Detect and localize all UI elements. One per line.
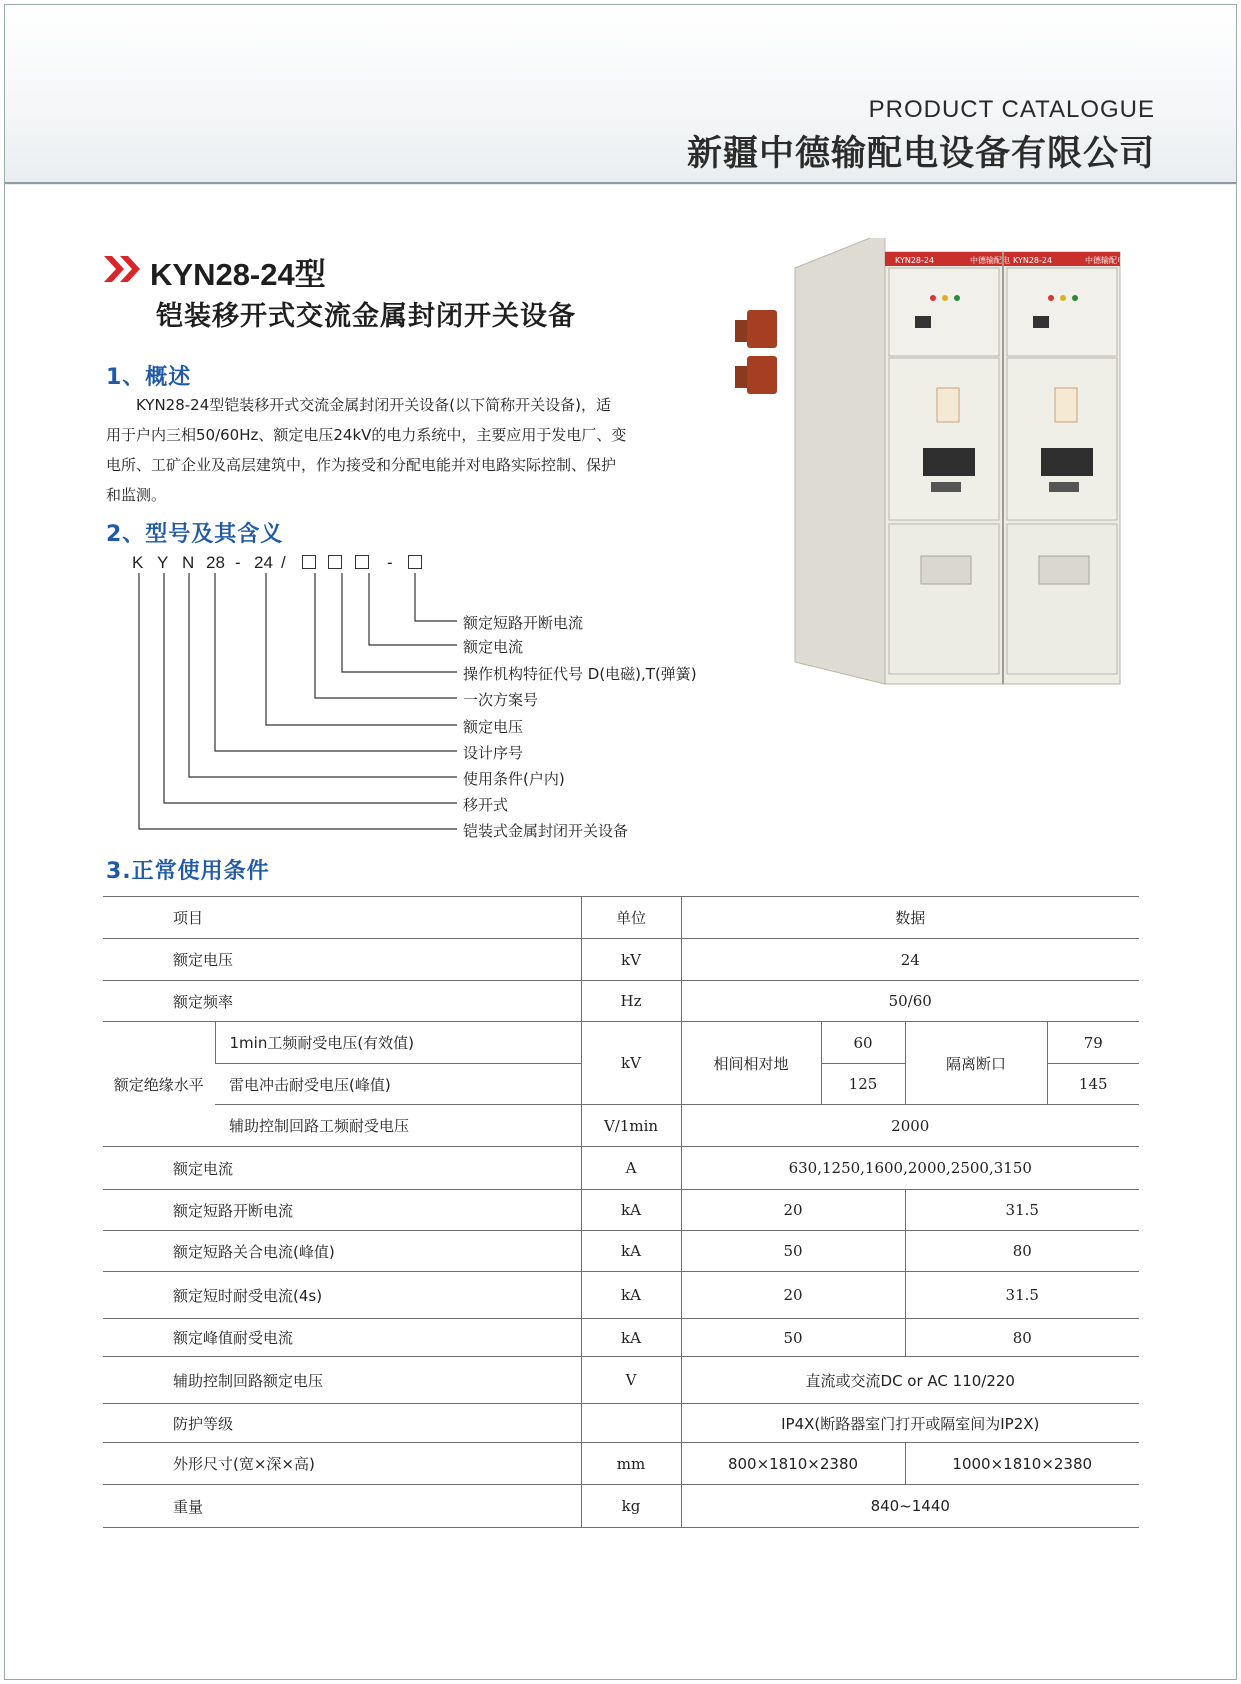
row-value: 24 [681, 939, 1139, 981]
code-char: - [387, 553, 393, 572]
section-overview-heading: 1、概述 [106, 365, 192, 390]
overview-line: 用于户内三相50/60Hz、额定电压24kV的电力系统中，主要应用于发电厂、变 [106, 426, 627, 444]
row-item: 额定短路开断电流 [103, 1190, 581, 1231]
row-item: 额定电压 [103, 939, 581, 981]
header-unit: 单位 [581, 897, 681, 939]
code-legend-item: 一次方案号 [463, 691, 539, 709]
row-item: 辅助控制回路额定电压 [103, 1357, 581, 1404]
insulation-group-label: 额定绝缘水平 [103, 1022, 215, 1147]
section-model-heading: 2、型号及其含义 [106, 522, 284, 547]
product-subtitle: 铠装移开式交流金属封闭开关设备 [156, 301, 576, 332]
row-value: 79 [1047, 1022, 1139, 1064]
row-unit: kA [581, 1190, 681, 1231]
code-legend-item: 额定电压 [463, 718, 524, 736]
code-legend-item: 铠装式金属封闭开关设备 [463, 822, 629, 840]
row-item: 额定峰值耐受电流 [103, 1319, 581, 1357]
table-row [103, 981, 1139, 1022]
row-value: 80 [905, 1319, 1139, 1357]
switchgear-product-photo [735, 238, 1135, 688]
code-char: - [235, 553, 241, 572]
row-unit: kV [581, 939, 681, 981]
table-row [103, 1485, 1139, 1528]
row-value: 50 [681, 1231, 905, 1272]
code-legend-item: 操作机构特征代号 D(电磁),T(弹簧) [463, 665, 697, 683]
row-unit: A [581, 1147, 681, 1190]
row-unit: mm [581, 1443, 681, 1485]
code-legend-item: 移开式 [463, 796, 509, 814]
row-value: IP4X(断路器室门打开或隔室间为IP2X) [681, 1404, 1139, 1443]
row-unit: Hz [581, 981, 681, 1022]
row-unit: V [581, 1357, 681, 1404]
code-char: / [281, 553, 286, 572]
row-unit: kA [581, 1231, 681, 1272]
row-value: 直流或交流DC or AC 110/220 [681, 1357, 1139, 1404]
cabinet-label: KYN28-24 [895, 256, 935, 265]
code-legend-item: 设计序号 [463, 744, 524, 762]
row-item: 雷电冲击耐受电压(峰值) [215, 1064, 581, 1105]
header-item: 项目 [103, 897, 581, 939]
row-unit: kA [581, 1272, 681, 1319]
table-row [103, 1404, 1139, 1443]
row-item: 外形尺寸(宽×深×高) [103, 1443, 581, 1485]
code-legend-item: 额定电流 [463, 638, 524, 656]
row-value: 840~1440 [681, 1485, 1139, 1528]
row-value: 800×1810×2380 [681, 1443, 905, 1485]
code-char: K [132, 553, 144, 572]
row-value: 31.5 [905, 1272, 1139, 1319]
section-conditions-heading: 3.正常使用条件 [106, 859, 270, 884]
row-unit: kA [581, 1319, 681, 1357]
row-value: 125 [821, 1064, 905, 1105]
row-item: 额定短路关合电流(峰值) [103, 1231, 581, 1272]
cabinet-label: 中德输配电 [1085, 256, 1125, 265]
code-char: N [182, 553, 195, 572]
row-value: 2000 [681, 1105, 1139, 1147]
row-unit: kg [581, 1485, 681, 1528]
code-char: Y [157, 553, 169, 572]
row-value: 80 [905, 1231, 1139, 1272]
row-item: 额定电流 [103, 1147, 581, 1190]
model-title: KYN28-24型 [150, 257, 326, 292]
table-row [103, 1105, 1139, 1147]
table-row [103, 1357, 1139, 1404]
row-value: 20 [681, 1272, 905, 1319]
header-data: 数据 [681, 897, 1139, 939]
table-row [103, 1443, 1139, 1485]
row-value: 50 [681, 1319, 905, 1357]
row-unit: kV [581, 1022, 681, 1105]
row-value: 1000×1810×2380 [905, 1443, 1139, 1485]
table-header-row [103, 897, 1139, 939]
overview-line: 电所、工矿企业及高层建筑中，作为接受和分配电能并对电路实际控制、保护 [106, 456, 617, 474]
row-value: 630,1250,1600,2000,2500,3150 [681, 1147, 1139, 1190]
overview-line: KYN28-24型铠装移开式交流金属封闭开关设备(以下简称开关设备)，适 [136, 396, 611, 414]
row-unit: V/1min [581, 1105, 681, 1147]
table-row [103, 939, 1139, 981]
code-legend-item: 使用条件(户内) [463, 770, 565, 788]
overview-line: 和监测。 [106, 486, 167, 504]
phase-label: 相间相对地 [681, 1022, 821, 1105]
code-char: 28 [206, 553, 225, 572]
table-row [103, 1190, 1139, 1231]
row-unit [581, 1404, 681, 1443]
catalogue-label: PRODUCT CATALOGUE [868, 96, 1155, 123]
cabinet-label: 中德输配电 [970, 256, 1010, 265]
table-row [103, 1319, 1139, 1357]
table-row [103, 1272, 1139, 1319]
row-value: 50/60 [681, 981, 1139, 1022]
spec-table [103, 896, 1139, 1528]
code-char: 24 [254, 553, 273, 572]
row-value: 145 [1047, 1064, 1139, 1105]
row-item: 重量 [103, 1485, 581, 1528]
row-item: 额定频率 [103, 981, 581, 1022]
row-item: 辅助控制回路工频耐受电压 [215, 1105, 581, 1147]
table-row [103, 1022, 1139, 1064]
row-item: 1min工频耐受电压(有效值) [215, 1022, 581, 1064]
code-legend-item: 额定短路开断电流 [463, 614, 584, 632]
row-value: 31.5 [905, 1190, 1139, 1231]
table-row [103, 1147, 1139, 1190]
isolation-label: 隔离断口 [905, 1022, 1047, 1105]
row-value: 20 [681, 1190, 905, 1231]
table-row [103, 1231, 1139, 1272]
cabinet-label: KYN28-24 [1013, 256, 1053, 265]
row-item: 防护等级 [103, 1404, 581, 1443]
company-name: 新疆中德输配电设备有限公司 [686, 134, 1155, 174]
row-value: 60 [821, 1022, 905, 1064]
row-item: 额定短时耐受电流(4s) [103, 1272, 581, 1319]
